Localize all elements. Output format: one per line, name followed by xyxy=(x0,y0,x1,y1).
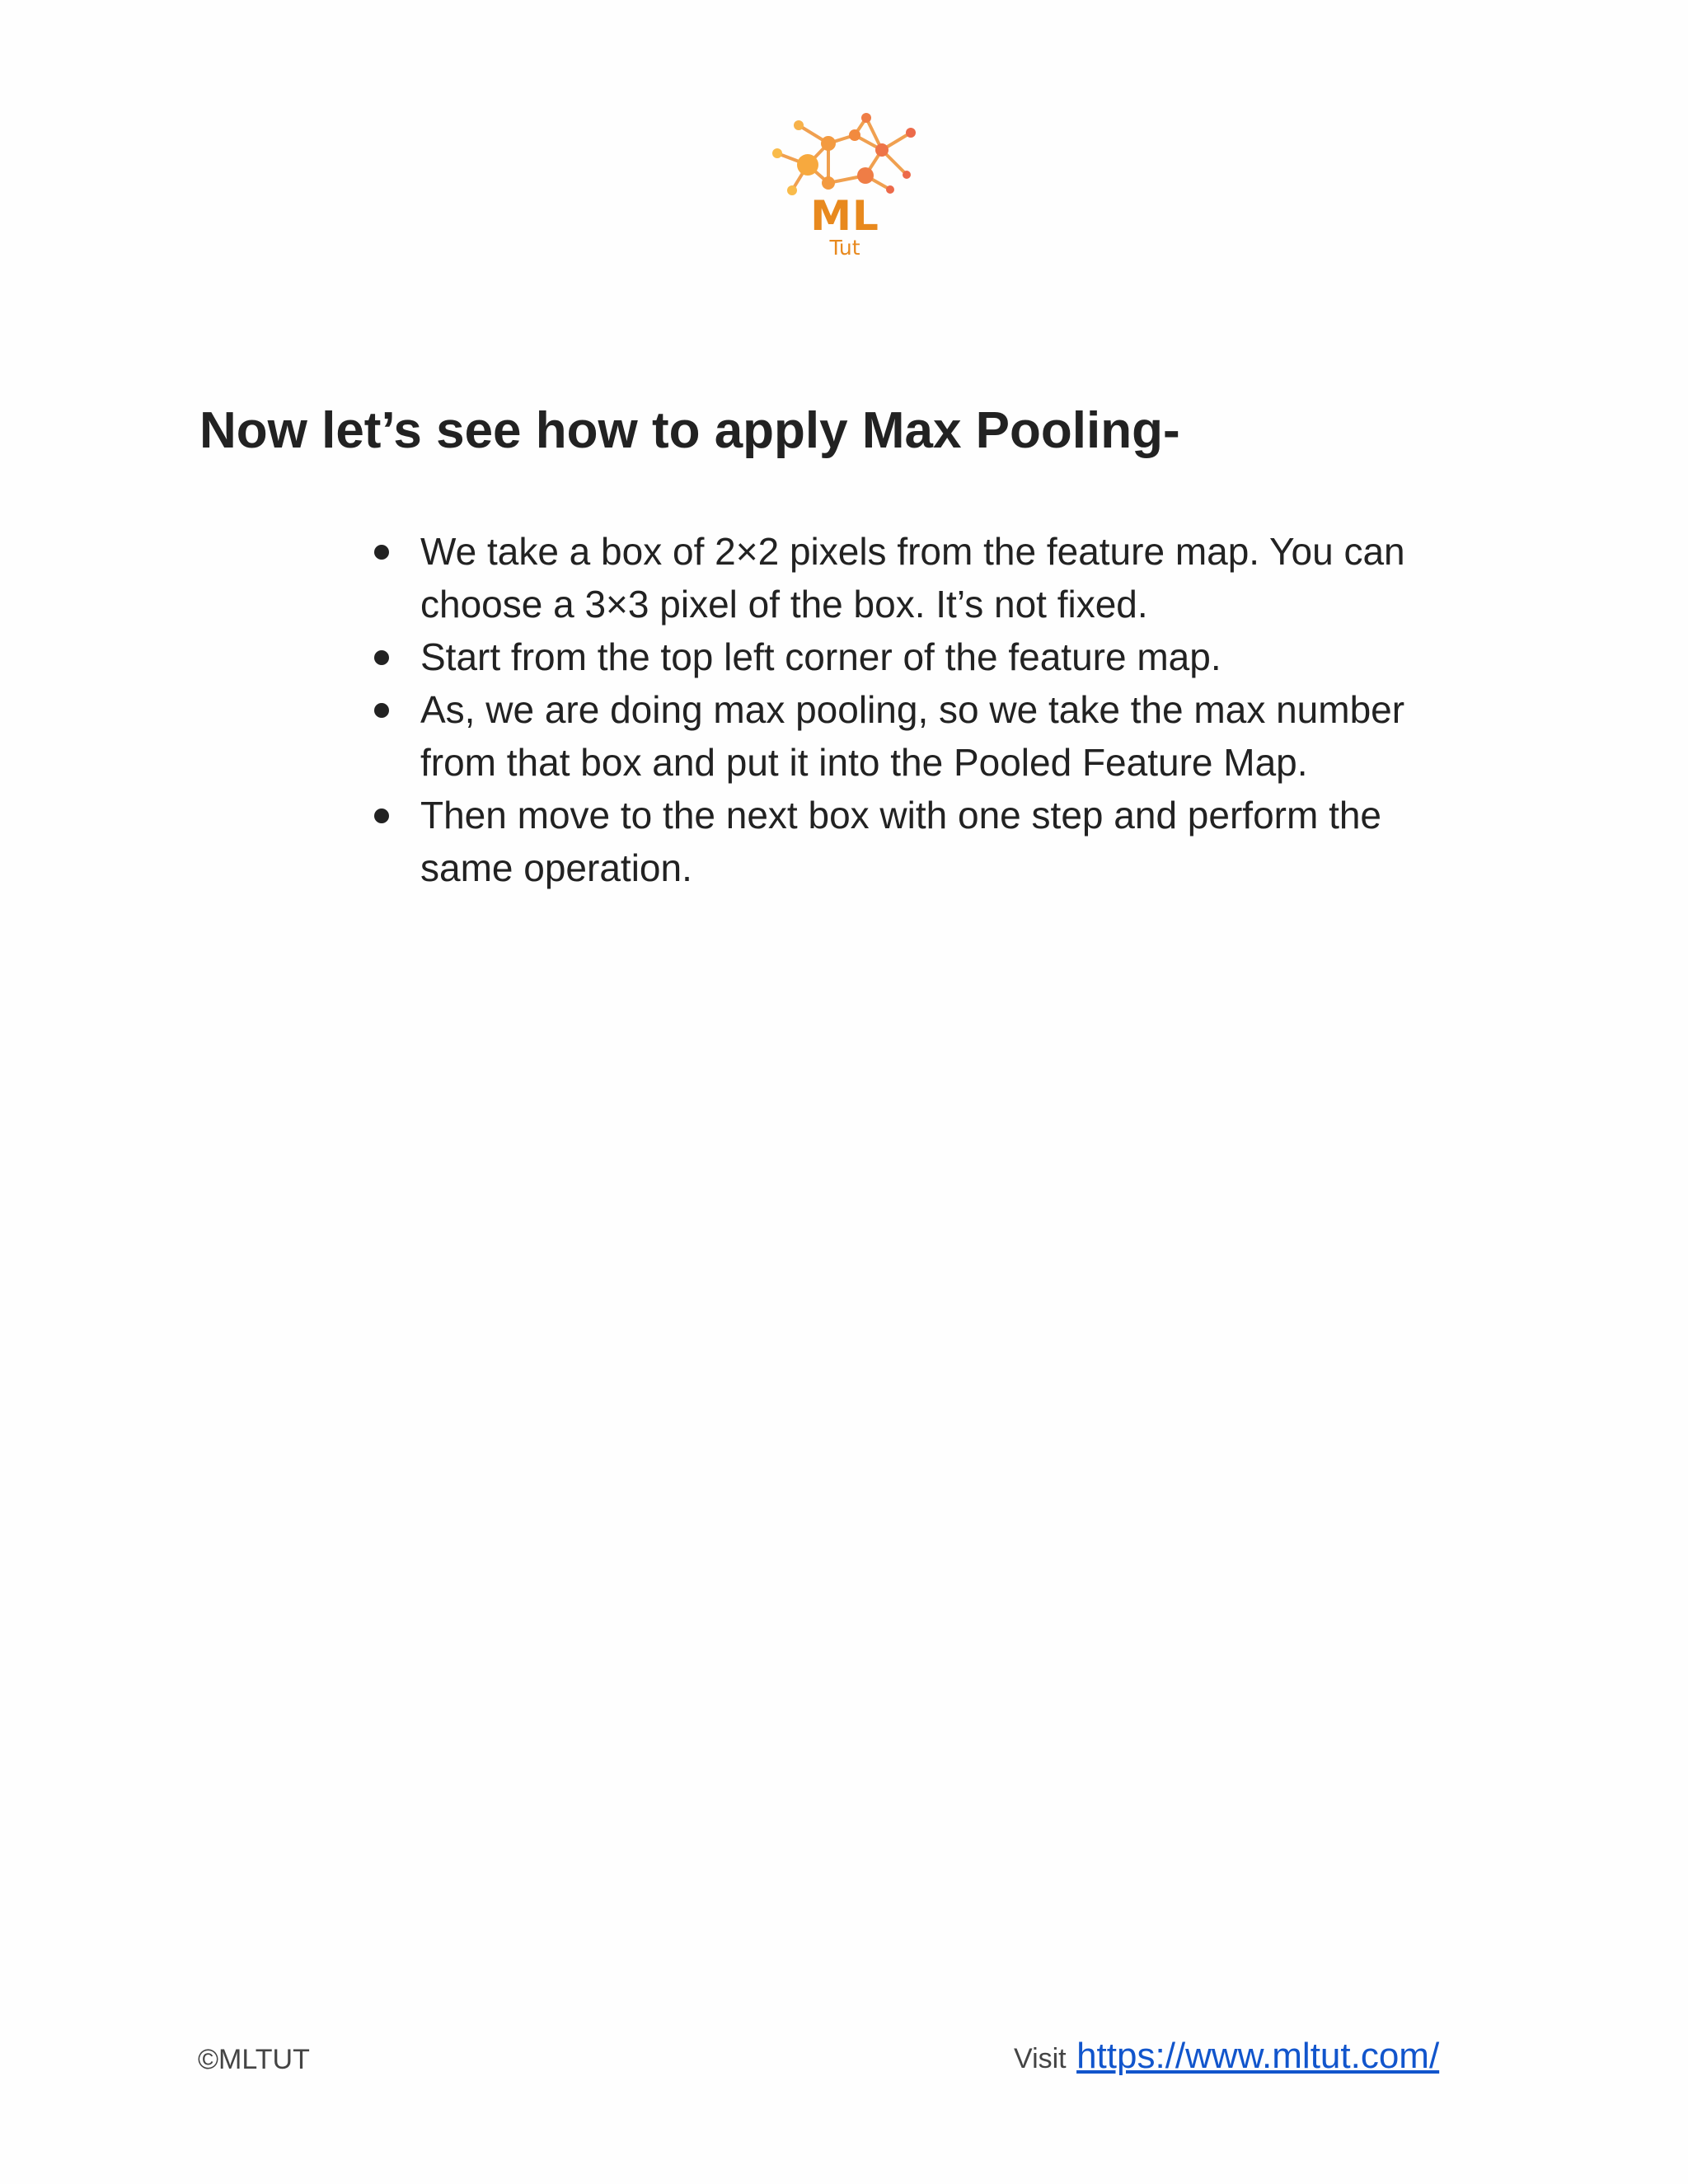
list-item xyxy=(371,630,1484,683)
page-title: Now let’s see how to apply Max Pooling- xyxy=(199,402,1180,459)
website-link[interactable]: https://www.mltut.com/ xyxy=(1076,2036,1440,2076)
list-item-text: Then move to the next box with one step and perform the same operation. xyxy=(420,794,1382,889)
bullet-list xyxy=(371,525,1484,894)
visit-label: Visit xyxy=(1014,2043,1067,2074)
bullet-icon xyxy=(374,650,389,665)
list-item-text: As, we are doing max pooling, so we take the max number from that box and put it into the Pooled Feature Map. xyxy=(420,688,1405,784)
bullet-icon xyxy=(374,703,389,718)
logo-secondary-text: Tut xyxy=(829,236,860,260)
bullet-icon xyxy=(374,545,389,560)
footer-visit xyxy=(1014,2036,1439,2077)
list-item xyxy=(371,789,1484,894)
footer-copyright: ©MLTUT xyxy=(198,2044,310,2075)
bullet-icon xyxy=(374,808,389,823)
list-item xyxy=(371,525,1484,630)
list-item-text: We take a box of 2×2 pixels from the feature map. You can choose a 3×3 pixel of the box. It’s not fixed. xyxy=(420,530,1405,626)
logo-primary-text: ML xyxy=(810,192,879,240)
list-item xyxy=(371,683,1484,789)
list-item-text: Start from the top left corner of the feature map. xyxy=(420,635,1221,678)
network-graph-icon xyxy=(762,105,927,196)
mltut-logo xyxy=(762,105,927,270)
